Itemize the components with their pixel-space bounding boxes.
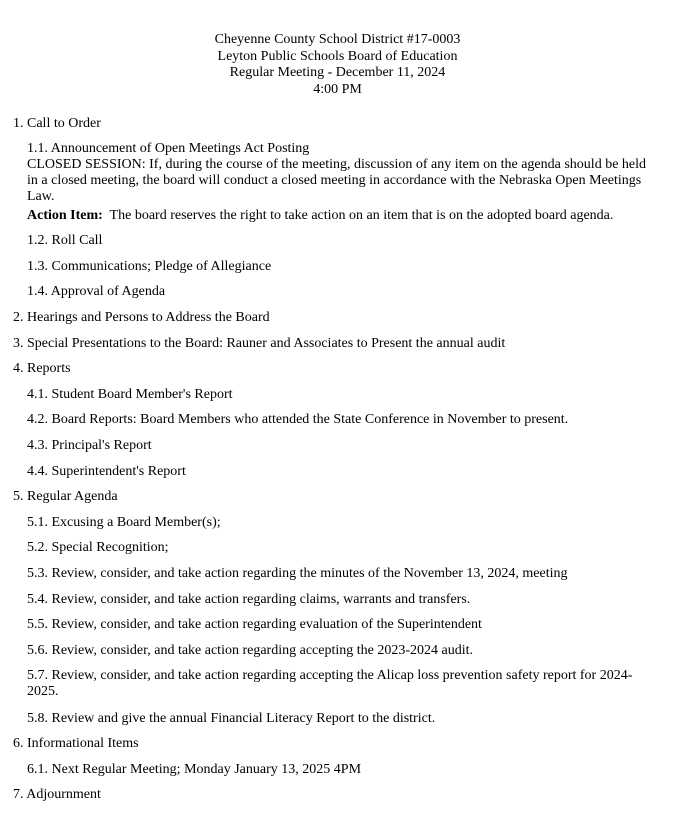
action-item-label: Action Item:: [27, 208, 103, 223]
agenda-item-4-4: 4.4. Superintendent's Report: [27, 464, 186, 479]
agenda-item-5-8: 5.8. Review and give the annual Financial Literacy Report to the district.: [27, 711, 436, 726]
closed-session-note: CLOSED SESSION: If, during the course of the meeting, discussion of any item on the agenda should be held in a closed meeting, the board will conduct a closed meeting in accordance with the Nebraska Open Meetings Law.: [27, 157, 647, 204]
district-name: Cheyenne County School District #17-0003: [214, 32, 461, 47]
agenda-item-5-6: 5.6. Review, consider, and take action regarding accepting the 2023-2024 audit.: [27, 643, 473, 658]
action-item-note: [27, 208, 613, 224]
agenda-item-6-1: 6.1. Next Regular Meeting; Monday January 13, 2025 4PM: [27, 762, 362, 777]
agenda-item-1-4: 1.4. Approval of Agenda: [27, 284, 166, 299]
agenda-item-5-2: 5.2. Special Recognition;: [27, 540, 169, 555]
agenda-item-5-5: 5.5. Review, consider, and take action regarding evaluation of the Superintendent: [27, 617, 482, 632]
agenda-item-4-2: 4.2. Board Reports: Board Members who attended the State Conference in November to present.: [27, 412, 569, 427]
agenda-item-4: 4. Reports: [13, 361, 71, 376]
agenda-item-7: 7. Adjournment: [13, 787, 101, 802]
agenda-item-2: 2. Hearings and Persons to Address the Board: [13, 310, 270, 325]
agenda-item-1-2: 1.2. Roll Call: [27, 233, 103, 248]
agenda-item-3: 3. Special Presentations to the Board: Rauner and Associates to Present the annual audit: [13, 336, 506, 351]
agenda-item-5-4: 5.4. Review, consider, and take action regarding claims, warrants and transfers.: [27, 592, 471, 607]
meeting-title: Regular Meeting - December 11, 2024: [229, 65, 446, 80]
board-name: Leyton Public Schools Board of Education: [217, 48, 458, 64]
agenda-item-1-3: 1.3. Communications; Pledge of Allegiance: [27, 259, 272, 274]
action-item-text: The board reserves the right to take action on an item that is on the adopted board agenda.: [102, 208, 614, 223]
meeting-time: 4:00 PM: [313, 81, 362, 97]
document-header: [0, 32, 675, 98]
agenda-item-6: 6. Informational Items: [13, 736, 139, 751]
agenda-item-5-7: 5.7. Review, consider, and take action regarding accepting the Alicap loss prevention safety report for 2024-2025.: [27, 668, 633, 699]
agenda-item-4-3: 4.3. Principal's Report: [27, 438, 152, 453]
agenda-item-1: 1. Call to Order: [13, 116, 101, 131]
agenda-item-5: 5. Regular Agenda: [13, 489, 118, 504]
agenda-item-1-1: 1.1. Announcement of Open Meetings Act Posting: [27, 141, 310, 156]
agenda-item-5-1: 5.1. Excusing a Board Member(s);: [27, 515, 221, 530]
agenda-item-5-3: 5.3. Review, consider, and take action regarding the minutes of the November 13, 2024, meeting: [27, 566, 568, 581]
agenda-item-4-1: 4.1. Student Board Member's Report: [27, 387, 233, 402]
